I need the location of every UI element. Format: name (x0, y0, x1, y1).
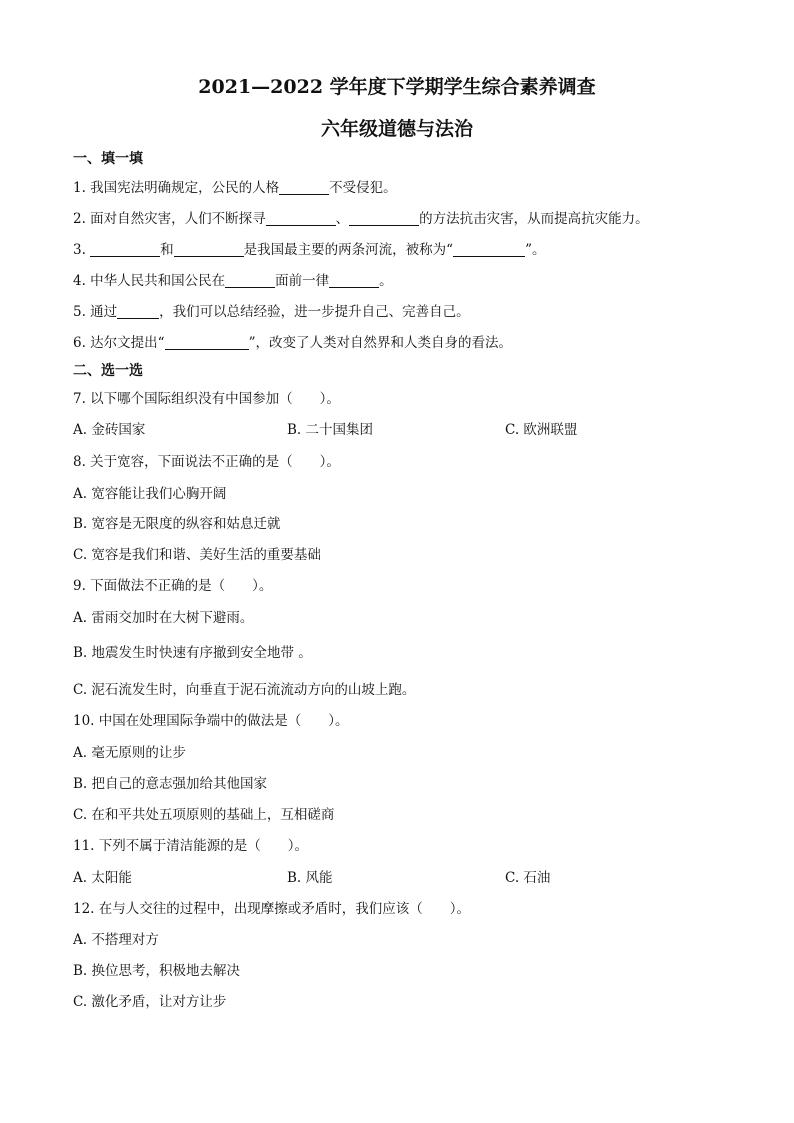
option-c[interactable]: C. 激化矛盾，让对方让步 (73, 994, 227, 1010)
option-b[interactable]: B. 宽容是无限度的纵容和姑息迁就 (73, 516, 281, 532)
answer-blank[interactable] (453, 242, 525, 257)
question-3 (73, 238, 545, 258)
q5-text-b: ，我们可以总结经验，进一步提升自己、完善自己。 (159, 304, 470, 320)
option-b[interactable]: B. 换位思考，积极地去解决 (73, 963, 241, 979)
page-subtitle: 六年级道德与法治 (320, 118, 473, 140)
option-a[interactable]: A. 不搭理对方 (73, 932, 159, 948)
option-c[interactable]: C. 泥石流发生时，向垂直于泥石流流动方向的山坡上跑。 (73, 682, 416, 698)
option-a[interactable]: A. 宽容能让我们心胸开阔 (73, 486, 227, 502)
answer-blank[interactable] (165, 335, 249, 350)
question-8: 8. 关于宽容，下面说法不正确的是（ ）。 (73, 454, 340, 470)
q4-text-a: 4. 中华人民共和国公民在 (73, 273, 226, 289)
answer-blank[interactable] (117, 304, 159, 319)
option-c[interactable]: C. 宽容是我们和谐、美好生活的重要基础 (73, 547, 321, 563)
option-a[interactable]: A. 太阳能 (73, 870, 132, 886)
q6-text-b: ”，改变了人类对自然界和人类自身的看法。 (248, 335, 512, 351)
question-5 (73, 300, 470, 320)
question-12: 12. 在与人交往的过程中，出现摩擦或矛盾时，我们应该（ ）。 (73, 901, 471, 917)
option-c[interactable]: C. 欧洲联盟 (505, 422, 578, 438)
option-b[interactable]: B. 地震发生时快速有序撤到安全地带 。 (73, 645, 312, 661)
question-1 (73, 176, 397, 196)
section-heading-choice: 二、选一选 (73, 363, 143, 379)
question-7: 7. 以下哪个国际组织没有中国参加（ ）。 (73, 391, 340, 407)
q6-text-a: 6. 达尔文提出“ (73, 335, 165, 351)
option-c[interactable]: C. 在和平共处五项原则的基础上，互相磋商 (73, 807, 335, 823)
option-c[interactable]: C. 石油 (505, 870, 551, 886)
option-b[interactable]: B. 二十国集团 (287, 422, 374, 438)
question-6 (73, 331, 512, 351)
option-a[interactable]: A. 毫无原则的让步 (73, 745, 186, 761)
q2-text-b: 、 (335, 211, 350, 227)
q4-text-c: 。 (379, 273, 393, 289)
option-a[interactable]: A. 金砖国家 (73, 422, 146, 438)
q1-text-b: 不受侵犯。 (329, 180, 397, 196)
answer-blank[interactable] (90, 242, 160, 257)
q2-text-c: 的方法抗击灾害，从而提高抗灾能力。 (419, 211, 649, 227)
answer-blank[interactable] (266, 211, 336, 226)
section-heading-fill: 一、填一填 (73, 151, 143, 167)
q3-text-d: ”。 (525, 242, 546, 258)
question-10: 10. 中国在处理国际争端中的做法是（ ）。 (73, 713, 349, 729)
q2-text-a: 2. 面对自然灾害，人们不断探寻 (73, 211, 266, 227)
answer-blank[interactable] (174, 242, 244, 257)
option-b[interactable]: B. 把自己的意志强加给其他国家 (73, 776, 268, 792)
q3-text-c: 是我国最主要的两条河流，被称为“ (243, 242, 454, 258)
question-4 (73, 269, 393, 289)
option-b[interactable]: B. 风能 (287, 870, 333, 886)
answer-blank[interactable] (225, 273, 275, 288)
q3-text-b: 和 (160, 242, 174, 258)
question-2 (73, 207, 649, 227)
q4-text-b: 面前一律 (275, 273, 330, 289)
q3-text-a: 3. (73, 242, 91, 258)
answer-blank[interactable] (279, 180, 329, 195)
answer-blank[interactable] (349, 211, 419, 226)
answer-blank[interactable] (329, 273, 379, 288)
q5-text-a: 5. 通过 (73, 304, 118, 320)
page-title: 2021—2022 学年度下学期学生综合素养调查 (198, 76, 596, 98)
option-a[interactable]: A. 雷雨交加时在大树下避雨。 (73, 610, 254, 626)
q1-text-a: 1. 我国宪法明确规定，公民的人格 (73, 180, 280, 196)
question-11: 11. 下列不属于清洁能源的是（ ）。 (73, 838, 309, 854)
question-9: 9. 下面做法不正确的是（ ）。 (73, 578, 273, 594)
